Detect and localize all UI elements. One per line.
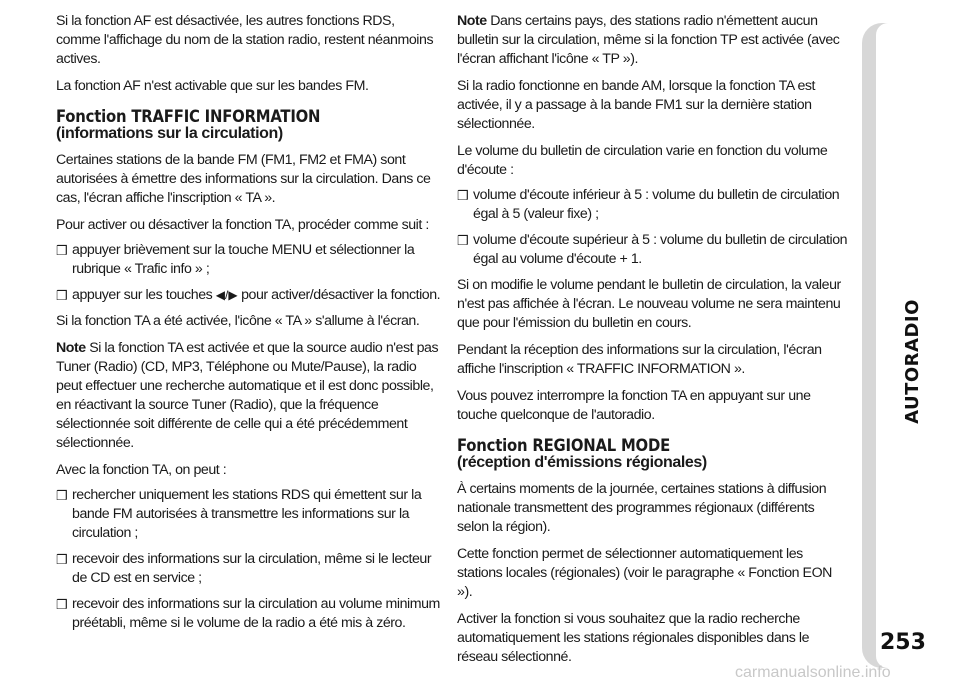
paragraph-af-disabled: Si la fonction AF est désactivée, les autres fonctions RDS, comme l'affichage du nom de la station radio, restent néanmoins actives. xyxy=(56,13,434,67)
list-item-text: appuyer sur les touches ◀/▶ pour activer/désactiver la fonction. xyxy=(72,287,441,303)
paragraph-volume-change: Si on modifie le volume pendant le bulletin de circulation, la valeur n'est pas affichée à l'écran. Le nouveau volume ne sera maintenu que pour l'émission du bulletin en cours. xyxy=(457,277,841,331)
list-item xyxy=(56,241,442,279)
heading-sub: (informations sur la circulation) xyxy=(56,125,283,142)
checkbox-bullet-icon: ❒ xyxy=(56,243,68,258)
checkbox-bullet-icon: ❒ xyxy=(56,488,68,503)
checkbox-bullet-icon: ❒ xyxy=(56,288,68,303)
note-paragraph xyxy=(457,12,849,69)
heading-main: Fonction REGIONAL MODE xyxy=(457,436,671,455)
paragraph-ta-icon: Si la fonction TA a été activée, l'icône « TA » s'allume à l'écran. xyxy=(56,313,420,329)
checkbox-bullet-icon: ❒ xyxy=(56,552,68,567)
list-item-text: volume d'écoute inférieur à 5 : volume du bulletin de circulation égal à 5 (valeur fixe) ; xyxy=(473,187,840,222)
list-item xyxy=(56,286,442,305)
heading-regional-mode xyxy=(457,437,849,471)
heading-sub: (réception d'émissions régionales) xyxy=(457,454,707,471)
list-item xyxy=(56,595,442,633)
paragraph-volume: Le volume du bulletin de circulation varie en fonction du volume d'écoute : xyxy=(457,143,828,178)
note-paragraph xyxy=(56,339,442,453)
checkbox-bullet-icon: ❒ xyxy=(457,188,469,203)
list-item xyxy=(457,231,849,269)
list-item-text: recevoir des informations sur la circulation au volume minimum préétabli, même si le volume de la radio a été mis à zéro. xyxy=(72,596,440,631)
heading-main: Fonction TRAFFIC INFORMATION xyxy=(56,107,321,126)
paragraph-with-ta: Avec la fonction TA, on peut : xyxy=(56,462,227,478)
paragraph-activate-ta: Pour activer ou désactiver la fonction TA, procéder comme suit : xyxy=(56,217,429,233)
section-label xyxy=(898,286,926,436)
paragraph-reception: Pendant la réception des informations sur la circulation, l'écran affiche l'inscription « TRAFFIC INFORMATION ». xyxy=(457,342,822,377)
paragraph-activate-regional: Activer la fonction si vous souhaitez que la radio recherche automatiquement les stations régionales disponibles dans le réseau sélectionné. xyxy=(457,611,810,665)
list-item-text: appuyer brièvement sur la touche MENU et sélectionner la rubrique « Trafic info » ; xyxy=(72,242,415,277)
paragraph-af-fm-only: La fonction AF n'est activable que sur les bandes FM. xyxy=(56,78,369,94)
section-label-text: AUTORADIO xyxy=(901,298,923,424)
page-number: 253 xyxy=(880,630,926,655)
list-item xyxy=(56,550,442,588)
note-label: Note xyxy=(56,340,86,356)
paragraph-interrupt: Vous pouvez interrompre la fonction TA en appuyant sur une touche quelconque de l'autoradio. xyxy=(457,388,811,423)
left-right-arrows-icon: ◀/▶ xyxy=(215,288,238,302)
list-item-text: recevoir des informations sur la circulation, même si le lecteur de CD est en service ; xyxy=(72,551,432,586)
note-label: Note xyxy=(457,13,487,29)
paragraph-regional-programs: À certains moments de la journée, certaines stations à diffusion nationale transmettent des programmes régionaux (différents selon la région). xyxy=(457,481,827,535)
left-column xyxy=(56,12,442,640)
note-text: Dans certains pays, des stations radio n'émettent aucun bulletin sur la circulation, même si la fonction TP est activée (avec l'écran affichant l'icône « TP »). xyxy=(457,13,840,67)
watermark: carmanualsonline.info xyxy=(735,664,891,681)
heading-traffic-information xyxy=(56,108,442,142)
right-column xyxy=(457,12,849,675)
list-item xyxy=(457,186,849,224)
list-item-text: rechercher uniquement les stations RDS qui émettent sur la bande FM autorisées à transmettre les informations sur la circulation ; xyxy=(72,487,422,541)
list-item-text: volume d'écoute supérieur à 5 : volume du bulletin de circulation égal au volume d'écoute + 1. xyxy=(473,232,848,267)
list-item xyxy=(56,486,442,543)
checkbox-bullet-icon: ❒ xyxy=(457,233,469,248)
paragraph-am-band: Si la radio fonctionne en bande AM, lorsque la fonction TA est activée, il y a passage à la bande FM1 sur la dernière station sélectionnée. xyxy=(457,78,816,132)
note-text: Si la fonction TA est activée et que la source audio n'est pas Tuner (Radio) (CD, MP3, Téléphone ou Mute/Pause), la radio peut effectuer une recherche automatique et il est donc possible, en réactivant la source Tuner (Radio), que la fréquence sélectionnée soit différente de celle qui a été précédemment sélectionnée. xyxy=(56,340,439,451)
paragraph-local-stations: Cette fonction permet de sélectionner automatiquement les stations locales (régionales) (voir le paragraphe « Fonction EON »). xyxy=(457,546,832,600)
paragraph-fm-stations: Certaines stations de la bande FM (FM1, FM2 et FMA) sont autorisées à émettre des informations sur la circulation. Dans ce cas, l'écran affiche l'inscription « TA ». xyxy=(56,152,431,206)
checkbox-bullet-icon: ❒ xyxy=(56,597,68,612)
